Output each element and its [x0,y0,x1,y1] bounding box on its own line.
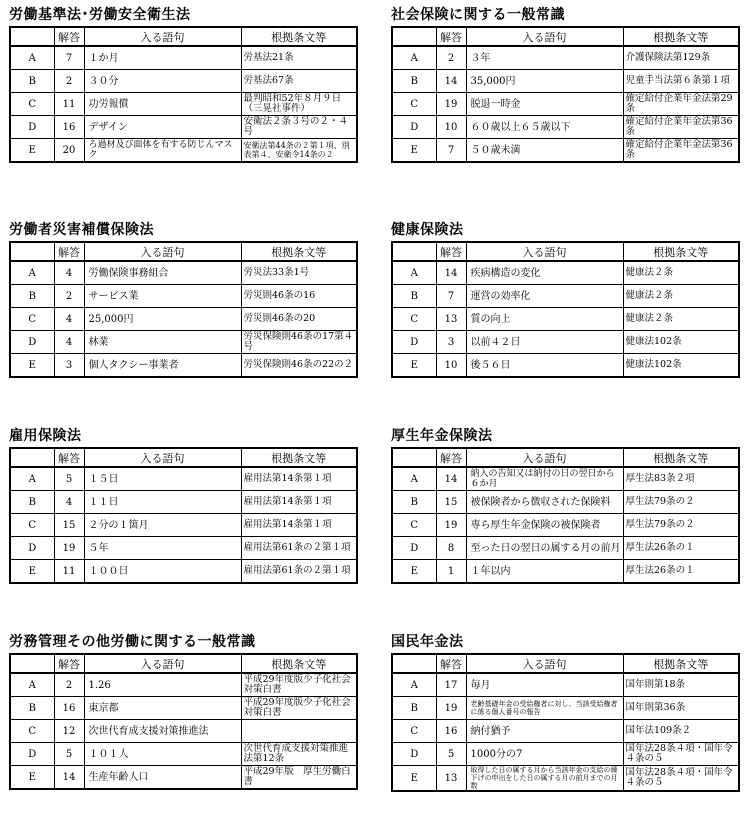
legal-reference: 雇用法第61条の２第１項 [241,560,357,584]
answer-number: 13 [436,308,466,331]
legal-reference: 確定給付企業年金法第36条 [623,116,739,139]
answer-table [9,241,358,378]
row-label: C [10,720,54,743]
row-label: D [10,743,54,766]
answer-phrase: ３０分 [84,70,241,93]
table-row [392,116,739,139]
table-row [10,285,357,308]
answer-phrase: 疾病構造の変化 [466,261,623,285]
answer-phrase: ２分の１箇月 [84,514,241,537]
section-title: 社会保険に関する一般常識 [391,7,565,23]
table-row [392,743,739,766]
table-row [392,697,739,720]
legal-reference: 厚生法79条の２ [623,491,739,514]
answer-phrase: 林業 [84,331,241,354]
answer-number: 4 [54,261,84,285]
section-title: 労働者災害補償保険法 [9,222,154,238]
answer-number: 2 [436,46,466,70]
table-row [10,308,357,331]
table-row [10,537,357,560]
answer-phrase: 生産年齢人口 [84,766,241,790]
answer-number: 4 [54,491,84,514]
table-row [392,139,739,163]
answer-phrase: １１日 [84,491,241,514]
legal-reference: 平成29年版 厚生労働白書 [241,766,357,790]
table-row [392,560,739,584]
answer-number: 14 [436,70,466,93]
legal-reference: 労基法21条 [241,46,357,70]
row-label: C [392,308,436,331]
table-row [392,766,739,792]
answer-phrase: 運営の効率化 [466,285,623,308]
table-row [392,331,739,354]
legal-reference: 厚生法26条の１ [623,537,739,560]
answer-number: 7 [436,139,466,163]
col-header-answer: 解答 [54,27,84,46]
col-header-phrase: 入る語句 [84,27,241,46]
answer-phrase: 取得した日の属する月から当該年金の支給の繰下げの申出をした日の属する月の前月までの月数 [466,766,623,792]
legal-reference: 児童手当法第６条第１項 [623,70,739,93]
answer-phrase: 25,000円 [84,308,241,331]
answer-phrase: デザイン [84,116,241,139]
legal-reference: 国年法28条４項・国年令４条の５ [623,743,739,766]
answer-phrase: 納入の告知又は納付の日の翌日から６か月 [466,467,623,491]
col-header-reference: 根拠条文等 [623,654,739,673]
answer-phrase: １年以内 [466,560,623,584]
col-header-reference: 根拠条文等 [241,242,357,261]
answer-phrase: ５０歳未満 [466,139,623,163]
legal-reference: 労災則46条の20 [241,308,357,331]
legal-reference: 平成29年度版少子化社会対策白書 [241,673,357,697]
header-row [10,654,357,673]
row-label: A [392,261,436,285]
row-label: B [10,697,54,720]
table-row [10,673,357,697]
answer-phrase: １か月 [84,46,241,70]
answer-phrase: 35,000円 [466,70,623,93]
row-label: D [10,331,54,354]
legal-reference: 健康法２条 [623,308,739,331]
legal-reference: 平成29年度版少子化社会対策白書 [241,697,357,720]
row-label: E [10,766,54,790]
row-label: A [392,673,436,697]
legal-reference: 安衛法第44条の２第１項、別表第４、安衛令14条の２ [241,139,357,163]
answer-phrase: 専ら厚生年金保険の被保険者 [466,514,623,537]
legal-reference: 厚生法83条２項 [623,467,739,491]
table-row [392,537,739,560]
answer-phrase: 労働保険事務組合 [84,261,241,285]
legal-reference: 雇用法第61条の２第１項 [241,537,357,560]
answer-phrase: １０１人 [84,743,241,766]
legal-reference: 厚生法79条の２ [623,514,739,537]
table-row [10,491,357,514]
row-label: E [392,139,436,163]
legal-reference: 確定給付企業年金法第29条 [623,93,739,116]
answer-number: 5 [436,743,466,766]
answer-phrase: ３年 [466,46,623,70]
row-label: D [10,537,54,560]
table-row [10,514,357,537]
row-label: D [10,116,54,139]
table-row [10,354,357,378]
col-header-label [392,654,436,673]
row-label: E [392,354,436,378]
col-header-phrase: 入る語句 [466,448,623,467]
legal-reference: 国年則第18条 [623,673,739,697]
answer-number: 11 [54,560,84,584]
answer-number: 16 [54,116,84,139]
row-label: A [10,673,54,697]
answer-number: 4 [54,331,84,354]
row-label: E [392,766,436,792]
table-row [392,285,739,308]
answer-phrase: 後５６日 [466,354,623,378]
answer-number: 13 [436,766,466,792]
table-row [10,560,357,584]
row-label: D [392,743,436,766]
row-label: C [10,93,54,116]
answer-number: 16 [54,697,84,720]
row-label: E [392,560,436,584]
legal-reference: 確定給付企業年金法第36条 [623,139,739,163]
legal-reference: 国年法109条２ [623,720,739,743]
answer-number: 15 [436,491,466,514]
legal-reference: 厚生法26条の１ [623,560,739,584]
answer-table [391,653,740,792]
table-row [392,261,739,285]
legal-reference: 健康法２条 [623,285,739,308]
col-header-reference: 根拠条文等 [623,242,739,261]
table-row [392,93,739,116]
answer-phrase: 毎月 [466,673,623,697]
table-row [10,139,357,163]
header-row [10,27,357,46]
answer-number: 11 [54,93,84,116]
table-row [10,697,357,720]
answer-table [9,26,358,163]
row-label: A [10,467,54,491]
answer-phrase: 次世代育成支援対策推進法 [84,720,241,743]
answer-table [9,447,358,584]
answer-number: 1 [436,560,466,584]
legal-reference: 健康法102条 [623,331,739,354]
table-row [10,261,357,285]
col-header-reference: 根拠条文等 [241,654,357,673]
section-0 [9,4,358,163]
answer-number: 3 [436,331,466,354]
col-header-label [392,27,436,46]
row-label: E [10,139,54,163]
table-row [10,70,357,93]
col-header-phrase: 入る語句 [466,654,623,673]
answer-table [391,241,740,378]
answer-phrase: １５日 [84,467,241,491]
table-row [10,720,357,743]
legal-reference: 雇用法第14条第１項 [241,514,357,537]
answer-phrase: 以前４２日 [466,331,623,354]
header-row [392,242,739,261]
answer-number: 5 [54,467,84,491]
table-row [392,673,739,697]
answer-number: 16 [436,720,466,743]
answer-phrase: 東京都 [84,697,241,720]
table-row [10,93,357,116]
answer-phrase: 脱退一時金 [466,93,623,116]
answer-phrase: 功労報償 [84,93,241,116]
table-row [10,743,357,766]
col-header-answer: 解答 [54,654,84,673]
section-7 [391,631,740,792]
answer-number: 5 [54,743,84,766]
header-row [392,27,739,46]
col-header-label [10,242,54,261]
answer-number: 2 [54,285,84,308]
col-header-answer: 解答 [436,654,466,673]
legal-reference: 国年法28条４項・国年令４条の５ [623,766,739,792]
answer-phrase: 個人タクシー事業者 [84,354,241,378]
row-label: B [392,70,436,93]
answer-phrase: 納付猶予 [466,720,623,743]
header-row [392,654,739,673]
col-header-label [10,654,54,673]
legal-reference: 労災保険則46条の17第４号 [241,331,357,354]
col-header-phrase: 入る語句 [466,27,623,46]
legal-reference: 介護保険法第129条 [623,46,739,70]
answer-number: 2 [54,70,84,93]
section-1 [391,4,740,163]
answer-number: 14 [54,766,84,790]
col-header-phrase: 入る語句 [84,654,241,673]
table-row [392,491,739,514]
answer-phrase: ６０歳以上６５歳以下 [466,116,623,139]
answer-phrase: 老齢基礎年金の受給権者に対し、当該受給権者に係る個人番号の報告 [466,697,623,720]
table-row [392,467,739,491]
col-header-reference: 根拠条文等 [623,448,739,467]
row-label: B [10,491,54,514]
col-header-answer: 解答 [436,448,466,467]
row-label: A [392,46,436,70]
answer-phrase: １００日 [84,560,241,584]
legal-reference: 雇用法第14条第１項 [241,467,357,491]
col-header-reference: 根拠条文等 [623,27,739,46]
legal-reference: 最判昭和52年８月９日（三晃社事件） [241,93,357,116]
legal-reference: 健康法102条 [623,354,739,378]
table-row [392,514,739,537]
row-label: B [392,697,436,720]
section-3 [391,219,740,378]
answer-number: 3 [54,354,84,378]
row-label: C [10,308,54,331]
row-label: C [392,514,436,537]
legal-reference: 雇用法第14条第１項 [241,491,357,514]
table-row [392,70,739,93]
header-row [10,448,357,467]
legal-reference: 労災則46条の16 [241,285,357,308]
answer-number: 2 [54,673,84,697]
legal-reference: 国年則第36条 [623,697,739,720]
legal-reference: 安衛法２条３号の２・４号 [241,116,357,139]
row-label: B [10,285,54,308]
answer-phrase: ろ過材及び面体を有する防じんマスク [84,139,241,163]
col-header-label [10,27,54,46]
col-header-reference: 根拠条文等 [241,448,357,467]
row-label: A [10,261,54,285]
section-title: 厚生年金保険法 [391,428,493,444]
col-header-phrase: 入る語句 [84,448,241,467]
answer-number: 15 [54,514,84,537]
answer-phrase: 1000分の7 [466,743,623,766]
answer-number: 14 [436,467,466,491]
header-row [10,242,357,261]
table-row [392,308,739,331]
row-label: C [392,93,436,116]
header-row [392,448,739,467]
row-label: C [392,720,436,743]
answer-number: 19 [436,697,466,720]
col-header-reference: 根拠条文等 [241,27,357,46]
section-title: 労務管理その他労働に関する一般常識 [9,634,256,650]
answer-number: 12 [54,720,84,743]
answer-phrase: ５年 [84,537,241,560]
answer-number: 10 [436,354,466,378]
table-row [392,720,739,743]
legal-reference: 労災法33条1号 [241,261,357,285]
answer-table [9,653,358,790]
legal-reference: 労基法67条 [241,70,357,93]
answer-number: 17 [436,673,466,697]
row-label: D [392,116,436,139]
col-header-label [392,448,436,467]
col-header-answer: 解答 [54,242,84,261]
answer-number: 20 [54,139,84,163]
table-row [392,46,739,70]
table-row [10,331,357,354]
table-row [10,766,357,790]
row-label: E [10,560,54,584]
answer-number: 10 [436,116,466,139]
legal-reference: 次世代育成支援対策推進法第12条 [241,743,357,766]
row-label: D [392,331,436,354]
col-header-phrase: 入る語句 [84,242,241,261]
table-row [10,46,357,70]
legal-reference: 健康法２条 [623,261,739,285]
answer-table [391,447,740,584]
row-label: D [392,537,436,560]
row-label: B [10,70,54,93]
answer-phrase: 被保険者から徴収された保険料 [466,491,623,514]
row-label: B [392,285,436,308]
answer-number: 4 [54,308,84,331]
legal-reference [241,720,357,743]
table-row [10,116,357,139]
section-4 [9,425,358,584]
col-header-label [10,448,54,467]
col-header-answer: 解答 [436,242,466,261]
section-2 [9,219,358,378]
section-title: 健康保険法 [391,222,464,238]
answer-phrase: 至った日の翌日の属する月の前月 [466,537,623,560]
answer-number: 14 [436,261,466,285]
section-6 [9,631,358,790]
table-row [10,467,357,491]
answer-phrase: サービス業 [84,285,241,308]
row-label: A [392,467,436,491]
section-5 [391,425,740,584]
col-header-answer: 解答 [54,448,84,467]
section-title: 雇用保険法 [9,428,82,444]
row-label: B [392,491,436,514]
table-row [392,354,739,378]
answer-phrase: 質の向上 [466,308,623,331]
section-title: 労働基準法･労働安全衛生法 [9,7,191,23]
row-label: E [10,354,54,378]
answer-number: 19 [436,93,466,116]
answer-number: 7 [54,46,84,70]
answer-number: 19 [436,514,466,537]
legal-reference: 労災保険則46条の22の２ [241,354,357,378]
section-title: 国民年金法 [391,634,464,650]
col-header-label [392,242,436,261]
col-header-phrase: 入る語句 [466,242,623,261]
col-header-answer: 解答 [436,27,466,46]
answer-number: 8 [436,537,466,560]
row-label: C [10,514,54,537]
answer-number: 7 [436,285,466,308]
answer-number: 19 [54,537,84,560]
answer-phrase: 1.26 [84,673,241,697]
answer-table [391,26,740,163]
row-label: A [10,46,54,70]
